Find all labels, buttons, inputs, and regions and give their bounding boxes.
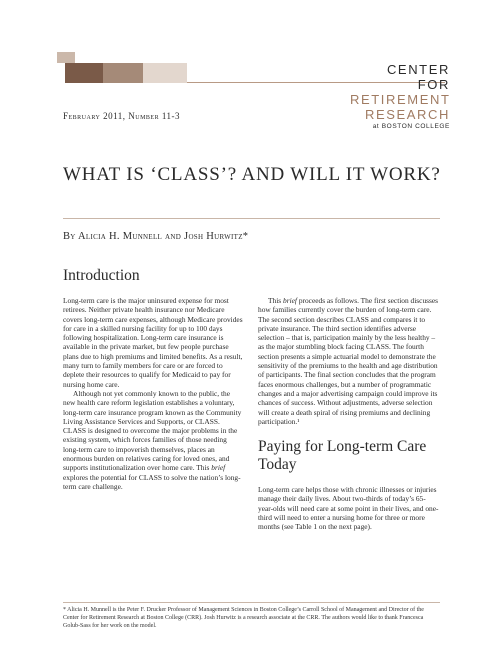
intro-paragraph-2-text-a: Although not yet commonly known to the public, the new health care reform legislation establishes a voluntary, long-term care insurance program known as the Community Living Assistance Services and Supports, or CLASS. CLASS is designed to overcome the major problems in the existing system, which forces families of those needing long-term care to impoverish themselves, places an enormous burden on relatives caring for loved ones, and supports institutionalization over home care. This xyxy=(63,388,242,473)
right-column xyxy=(258,296,440,532)
brief-emphasis: brief xyxy=(211,463,226,473)
issue-date: February 2011, Number 11-3 xyxy=(63,111,181,121)
overview-paragraph xyxy=(258,296,440,426)
section-heading-paying-for-care: Paying for Long-term Care Today xyxy=(258,438,427,474)
overview-text-a: This xyxy=(268,296,283,305)
byline: By Alicia H. Munnell and Josh Hurwitz* xyxy=(63,231,249,242)
logo-block-top xyxy=(57,52,75,63)
intro-paragraph-2-text-b: explores the potential for CLASS to solve the nation’s long-term care challenge. xyxy=(63,472,241,491)
logo-line-boston-college: at BOSTON COLLEGE xyxy=(372,123,450,130)
left-column xyxy=(63,296,243,491)
logo-color-blocks xyxy=(57,52,187,84)
section-heading-introduction: Introduction xyxy=(63,267,140,284)
logo-line-center-for: CENTER FOR xyxy=(386,62,450,92)
intro-paragraph-1: Long-term care is the major uninsured expense for most retirees. Neither private health insurance nor Medicare covers long-term care expenses, although Medicare provides for care in a skilled nursing facility for up to 100 days following hospitalization. Long-term care insurance is available in the private market, but few people purchase plans due to high premiums and limited benefits. As a result, many turn to family members for care or are forced to deplete their resources to qualify for Medicaid to pay for nursing home care. xyxy=(63,296,243,389)
logo-line-retirement: RETIREMENT xyxy=(350,92,451,107)
logo-line-research: RESEARCH xyxy=(364,107,450,122)
logo-block-dark xyxy=(65,63,103,83)
logo-block-light xyxy=(143,63,187,83)
brief-emphasis: brief xyxy=(283,296,297,305)
intro-paragraph-2 xyxy=(63,389,243,491)
author-footnote xyxy=(63,606,440,630)
crr-logo xyxy=(350,62,450,131)
title-rule xyxy=(63,218,440,219)
footnote-rule xyxy=(63,602,440,603)
paying-paragraph: Long-term care helps those with chronic illnesses or injuries manage their daily lives. About two-thirds of today’s 65-year-olds will need care at some point in their lives, and one-third will need to enter a nursing home for three or more months (see Table 1 on the next page). xyxy=(258,485,439,532)
logo-block-mid xyxy=(103,63,143,83)
page-title: WHAT IS ‘CLASS’? AND WILL IT WORK? xyxy=(63,164,441,185)
overview-text-b: proceeds as follows. The first section discusses how families currently cover the burden of long-term care. The second section describes CLASS and compares it to private insurance. The third section identifies adverse selection – that is, participation mainly by the less healthy – as the major stumbling block facing CLASS. The fourth section presents a simple actuarial model to demonstrate the sensitivity of the premiums to the health and age distribution of participants. The final section concludes that the program faces enormous challenges, but a number of programmatic changes and a major advertising campaign could improve its chances of success. Without adjustments, adverse selection will create a death spiral of rising premiums and declining participation.¹ xyxy=(258,296,439,426)
footnote-text: * Alicia H. Munnell is the Peter F. Drucker Professor of Management Sciences in Boston College’s Carroll School of Management and Director of the Center for Retirement Research at Boston College (CRR). Josh Hurwitz is a research associate at the CRR. The authors would like to thank Francesca Golub-Sass for her work on the model. xyxy=(63,607,424,629)
